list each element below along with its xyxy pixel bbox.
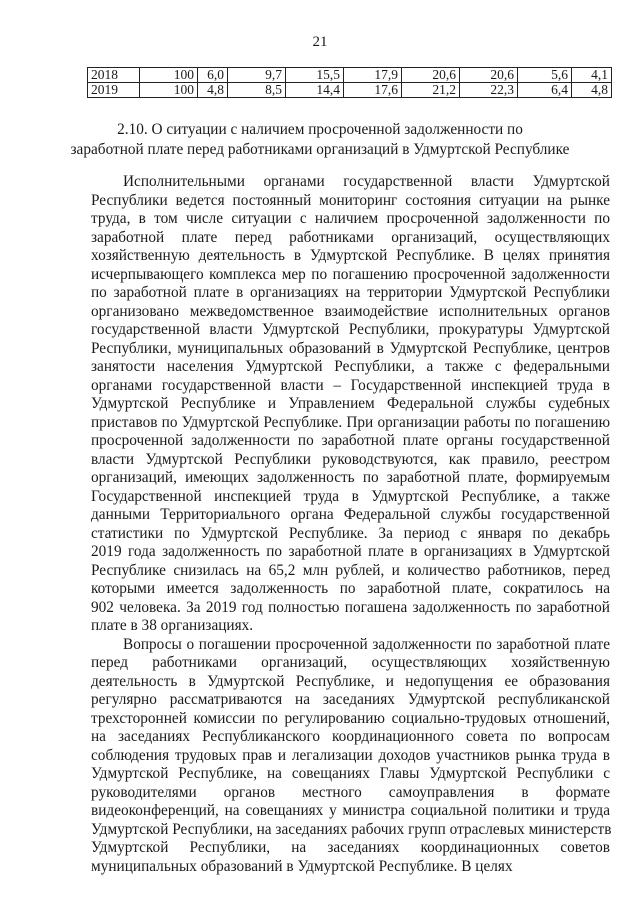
table-cell: 9,7 bbox=[228, 68, 286, 83]
text-line: организовано межведомственное взаимодействие исполнительных органов bbox=[91, 302, 610, 320]
text-line: власти Удмуртской Республики руководствуются, как правило, реестром bbox=[91, 450, 610, 468]
text-line: Удмуртской Республике и Управлением Федеральной службы судебных bbox=[91, 395, 610, 412]
text-line: статистики по Удмуртской Республике. За период с января по декабрь bbox=[91, 524, 610, 542]
table-cell: 6,4 bbox=[518, 83, 572, 98]
paragraph bbox=[91, 636, 610, 877]
text-line: Удмуртской Республики, на заседаниях рабочих групп отраслевых министерств bbox=[91, 820, 612, 838]
text-line: муниципальных образований в Удмуртской Республике. В целях bbox=[91, 857, 513, 875]
text-line: труда, в том числе ситуации с наличием просроченной задолженности по bbox=[91, 210, 610, 227]
text-line: исчерпывающего комплекса мер по погашению просроченной задолженности bbox=[91, 265, 610, 283]
table-cell: 14,4 bbox=[286, 83, 344, 98]
text-line: организаций, имеющих задолженность по заработной плате, формируемым bbox=[91, 469, 610, 486]
section-title-line: 2.10. О ситуации с наличием просроченной задолженности по bbox=[117, 121, 523, 138]
text-line: которыми имеется задолженность по заработной плате, сократилось на bbox=[91, 580, 610, 597]
table-cell: 4,8 bbox=[572, 83, 612, 98]
table-cell: 17,6 bbox=[344, 83, 402, 98]
text-line: занятости населения Удмуртской Республики, а также с федеральными bbox=[91, 358, 610, 375]
table-cell: 21,2 bbox=[402, 83, 460, 98]
text-line: перед работниками организаций, осуществляющих хозяйственную bbox=[91, 654, 610, 671]
table-cell: 6,0 bbox=[198, 68, 228, 83]
text-line: на заседаниях Республиканского координационного совета по вопросам bbox=[91, 728, 610, 745]
text-line: органами государственной власти – Государственной инспекцией труда в bbox=[91, 376, 610, 394]
text-line: Исполнительными органами государственной власти Удмуртской bbox=[123, 173, 610, 190]
text-line: Удмуртской Республике, на совещаниях Главы Удмуртской Республики с bbox=[91, 765, 610, 782]
text-line: видеоконференций, на совещаниях у министра социальной политики и труда bbox=[91, 802, 610, 819]
body-text bbox=[91, 173, 610, 876]
text-line: регулярно рассматриваются на заседаниях Удмуртской республиканской bbox=[91, 691, 610, 708]
data-table bbox=[87, 67, 612, 98]
section-title-line: заработной плате перед работниками организаций в Удмуртской Республике bbox=[70, 141, 570, 158]
table-cell: 4,8 bbox=[198, 83, 228, 98]
table-cell: 5,6 bbox=[518, 68, 572, 83]
text-line: трехсторонней комиссии по регулированию социально-трудовых отношений, bbox=[91, 709, 610, 727]
table-cell: 15,5 bbox=[286, 68, 344, 83]
text-line: заработной плате перед работниками организаций, осуществляющих bbox=[91, 228, 610, 246]
text-line: данными Территориального органа Федеральной службы государственной bbox=[91, 506, 610, 523]
text-line: приставов по Удмуртской Республике. При организации работы по погашению bbox=[91, 413, 610, 431]
text-line: Республики, муниципальных образований в Удмуртской Республике, центров bbox=[91, 339, 610, 357]
text-line: просроченной задолженности по заработной плате органы государственной bbox=[91, 432, 610, 449]
table-cell: 2019 bbox=[88, 83, 140, 98]
table-cell: 2018 bbox=[88, 68, 140, 83]
text-line: хозяйственную деятельность в Удмуртской Республике. В целях принятия bbox=[91, 247, 610, 264]
text-line: Государственной инспекцией труда в Удмуртской Республике, а также bbox=[91, 487, 610, 505]
page-number: 21 bbox=[312, 34, 328, 50]
table-cell: 100 bbox=[140, 83, 198, 98]
table-cell: 22,3 bbox=[460, 83, 518, 98]
text-line: Вопросы о погашении просроченной задолженности по заработной плате bbox=[123, 635, 610, 653]
table-cell: 20,6 bbox=[402, 68, 460, 83]
table-cell: 20,6 bbox=[460, 68, 518, 83]
table-row bbox=[88, 68, 612, 83]
table-cell: 17,9 bbox=[344, 68, 402, 83]
table-cell: 4,1 bbox=[572, 68, 612, 83]
section-title bbox=[60, 120, 580, 160]
text-line: руководителями органов местного самоуправления в формате bbox=[91, 783, 610, 801]
text-line: государственной власти Удмуртской Республики, прокуратуры Удмуртской bbox=[91, 321, 610, 338]
paragraph bbox=[91, 173, 610, 636]
text-line: Удмуртской Республики, на заседаниях координационных советов bbox=[91, 839, 610, 856]
text-line: Республике снизилась на 65,2 млн рублей, и количество работников, перед bbox=[91, 561, 610, 579]
text-line: по заработной плате в организациях на территории Удмуртской Республики bbox=[91, 284, 610, 301]
table-row bbox=[88, 83, 612, 98]
text-line: плате в 38 организациях. bbox=[91, 617, 254, 634]
table-cell: 8,5 bbox=[228, 83, 286, 98]
text-line: 2019 года задолженность по заработной плате в организациях в Удмуртской bbox=[91, 543, 610, 560]
text-line: деятельность в Удмуртской Республике, и недопущения ее образования bbox=[91, 672, 610, 690]
table-cell: 100 bbox=[140, 68, 198, 83]
text-line: Республики ведется постоянный мониторинг состояния ситуации на рынке bbox=[91, 191, 610, 209]
text-line: 902 человека. За 2019 год полностью погашена задолженность по заработной bbox=[91, 598, 610, 616]
text-line: соблюдения трудовых прав и легализации доходов участников рынка труда в bbox=[91, 746, 610, 764]
